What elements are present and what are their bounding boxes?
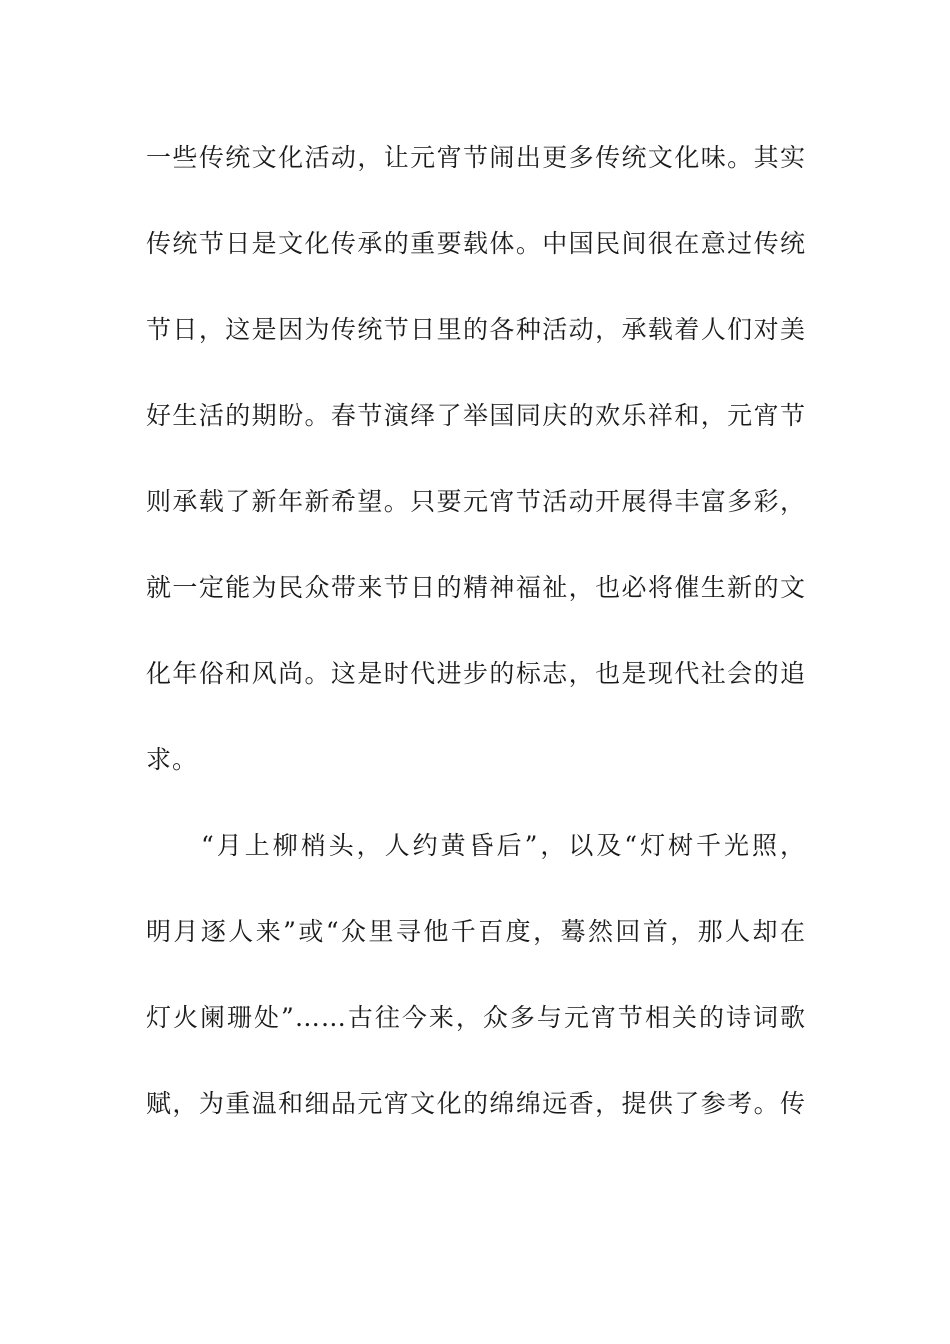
text-line: 传统节日是文化传承的重要载体。中国民间很在意过传统 bbox=[146, 229, 806, 258]
text-line: 好生活的期盼。春节演绎了举国同庆的欢乐祥和，元宵节 bbox=[146, 401, 806, 430]
text-line: 一些传统文化活动，让元宵节闹出更多传统文化味。其实 bbox=[146, 143, 806, 172]
text-line: 就一定能为民众带来节日的精神福祉，也必将催生新的文 bbox=[146, 573, 806, 602]
text-line: 明月逐人来”或“众里寻他千百度，蓦然回首，那人却在 bbox=[146, 917, 806, 946]
text-line: 节日，这是因为传统节日里的各种活动，承载着人们对美 bbox=[146, 315, 806, 344]
text-line: 求。 bbox=[146, 745, 199, 774]
text-line: “月上柳梢头，人约黄昏后”，以及“灯树千光照， bbox=[201, 831, 806, 860]
text-line: 化年俗和风尚。这是时代进步的标志，也是现代社会的追 bbox=[146, 659, 806, 688]
text-line: 赋，为重温和细品元宵文化的绵绵远香，提供了参考。传 bbox=[146, 1089, 806, 1118]
text-line: 灯火阑珊处”……古往今来，众多与元宵节相关的诗词歌 bbox=[146, 1003, 806, 1032]
text-line: 则承载了新年新希望。只要元宵节活动开展得丰富多彩， bbox=[146, 487, 806, 516]
